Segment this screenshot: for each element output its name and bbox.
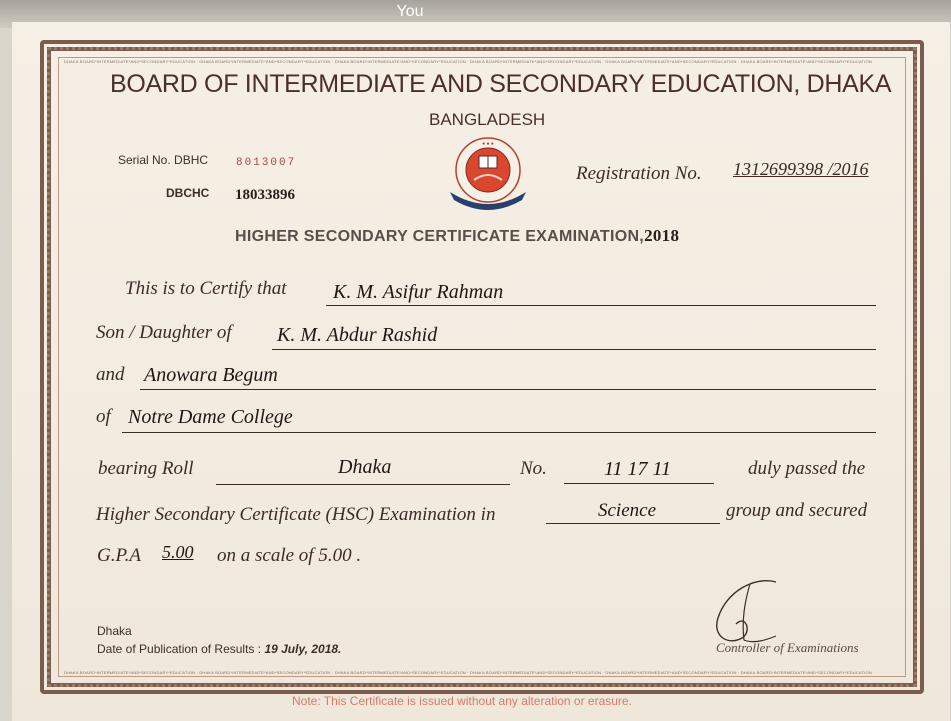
microtext-line: DHAKA BOARD*INTERMEDIATE*AND*SECONDARY*EDUCATION [64, 670, 196, 675]
parent-label: Son / Daughter of [96, 322, 232, 343]
exam-year: 2018 [644, 226, 680, 245]
roll-number-line [564, 483, 714, 484]
serial-value: 8013007 [236, 157, 297, 169]
registration-value: 1312699398 /2016 [733, 159, 869, 179]
microtext-line: DHAKA BOARD*INTERMEDIATE*AND*SECONDARY*EDUCATION [334, 59, 466, 64]
svg-text:● ● ●: ● ● ● [482, 141, 494, 147]
board-seal-icon [444, 136, 532, 218]
serial-label: Serial No. DBHC [118, 153, 209, 167]
dbchc-value: 18033896 [235, 187, 295, 203]
mother-name-line [140, 389, 876, 390]
scale-label: on a scale of 5.00 . [217, 545, 362, 566]
father-name: K. M. Abdur Rashid [277, 324, 438, 346]
border-microtext-bottom: DHAKA BOARD*INTERMEDIATE*AND*SECONDARY*EDUCATION · DHAKA BOARD*INTERMEDIATE*AND*SECONDARY*EDUCATION · DHAKA BOARD*INTERMEDIATE*AND*SECONDARY*EDUCATION · DHAKA BOARD*INTERMEDIATE*AND*SECONDARY*EDUCATION · DHAKA BOARD*INTERMEDIATE*AND*SECONDARY*EDUCATION · DHAKA BOARD*INTERMEDIATE*AND*SECONDARY*EDUCATION [64, 670, 872, 675]
group-line [546, 523, 720, 524]
roll-board-line [216, 484, 510, 485]
registration-label: Registration No. [576, 163, 702, 184]
exam-line-label: Higher Secondary Certificate (HSC) Examination in [96, 504, 496, 525]
roll-board: Dhaka [338, 456, 392, 478]
passed-label: duly passed the [748, 458, 866, 479]
college-name: Notre Dame College [128, 406, 293, 428]
border-microtext-top: DHAKA BOARD*INTERMEDIATE*AND*SECONDARY*EDUCATION · DHAKA BOARD*INTERMEDIATE*AND*SECONDARY*EDUCATION · DHAKA BOARD*INTERMEDIATE*AND*SECONDARY*EDUCATION · DHAKA BOARD*INTERMEDIATE*AND*SECONDARY*EDUCATION · DHAKA BOARD*INTERMEDIATE*AND*SECONDARY*EDUCATION · DHAKA BOARD*INTERMEDIATE*AND*SECONDARY*EDUCATION [64, 59, 872, 64]
country-label: BANGLADESH [429, 110, 546, 129]
group-label: group and secured [726, 500, 868, 521]
exam-title-text: HIGHER SECONDARY CERTIFICATE EXAMINATION, [235, 228, 645, 245]
roll-number: 11 17 11 [604, 458, 672, 480]
controller-label: Controller of Examinations [716, 640, 859, 655]
exam-title [235, 226, 679, 246]
of-label: of [96, 406, 111, 427]
roll-label: bearing Roll [98, 458, 194, 479]
student-name-line [326, 305, 876, 306]
microtext-line: DHAKA BOARD*INTERMEDIATE*AND*SECONDARY*EDUCATION [199, 670, 331, 675]
microtext-line: DHAKA BOARD*INTERMEDIATE*AND*SECONDARY*EDUCATION [740, 59, 872, 64]
microtext-line: DHAKA BOARD*INTERMEDIATE*AND*SECONDARY*EDUCATION [605, 670, 737, 675]
publication-date-row [97, 642, 341, 656]
microtext-line: DHAKA BOARD*INTERMEDIATE*AND*SECONDARY*EDUCATION [199, 59, 331, 64]
publication-label: Date of Publication of Results : [97, 642, 262, 656]
certificate-note: Note: This Certificate is issued without any alteration or erasure. [292, 694, 632, 708]
microtext-line: DHAKA BOARD*INTERMEDIATE*AND*SECONDARY*EDUCATION [605, 59, 737, 64]
gpa-label: G.P.A [97, 545, 141, 566]
microtext-line: DHAKA BOARD*INTERMEDIATE*AND*SECONDARY*EDUCATION [740, 670, 872, 675]
board-title: BOARD OF INTERMEDIATE AND SECONDARY EDUCATION, DHAKA [110, 70, 892, 98]
microtext-line: DHAKA BOARD*INTERMEDIATE*AND*SECONDARY*EDUCATION [64, 59, 196, 64]
student-name: K. M. Asifur Rahman [333, 281, 504, 303]
gpa-value: 5.00 [162, 542, 194, 562]
mother-name: Anowara Begum [144, 364, 278, 386]
certify-label: This is to Certify that [125, 278, 287, 299]
microtext-line: DHAKA BOARD*INTERMEDIATE*AND*SECONDARY*EDUCATION [334, 670, 466, 675]
publication-date: 19 July, 2018. [264, 642, 342, 656]
place-label: Dhaka [97, 624, 132, 638]
college-line [122, 432, 876, 433]
group-value: Science [598, 500, 657, 521]
microtext-line: DHAKA BOARD*INTERMEDIATE*AND*SECONDARY*EDUCATION [470, 59, 602, 64]
and-label: and [96, 364, 125, 385]
father-name-line [272, 349, 876, 350]
user-label: You [396, 3, 424, 20]
microtext-line: DHAKA BOARD*INTERMEDIATE*AND*SECONDARY*EDUCATION [470, 670, 602, 675]
no-label: No. [520, 458, 547, 479]
dbchc-label: DBCHC [166, 186, 210, 200]
